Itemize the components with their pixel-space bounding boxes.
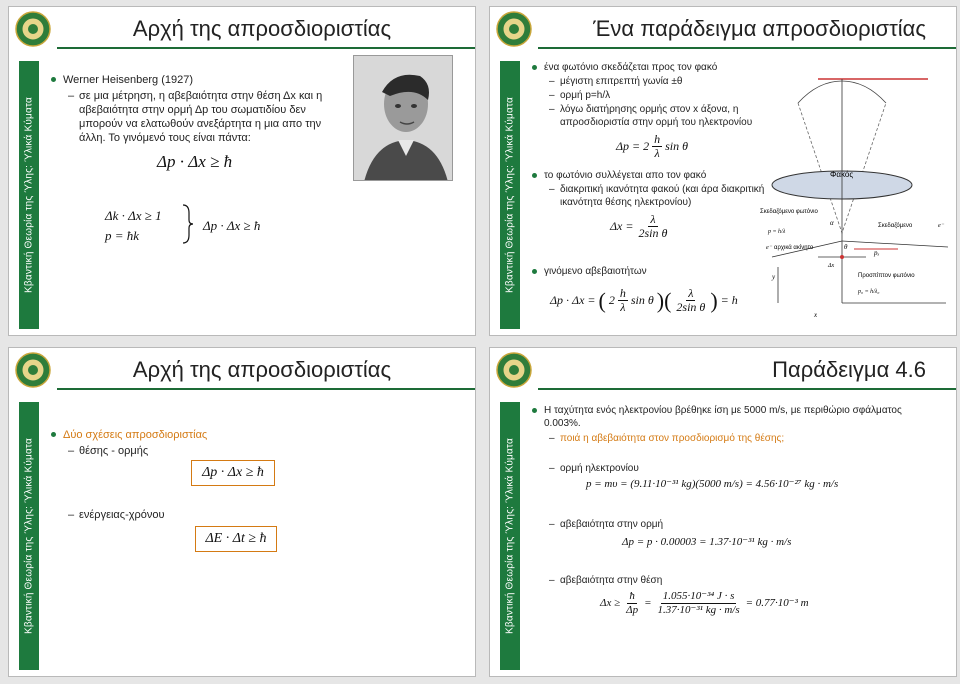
slide-title: Αρχή της απροσδιοριστίας [132,357,392,382]
equation-result: Δp · Δx ≥ ħ [203,218,261,233]
scattered-p-label: p = h/λ [768,229,786,235]
sidebar-text: Κβαντική Θεωρία της Ύλης: Ύλικά Κύματα [23,438,35,634]
bullet-product: γινόμενο αβεβαιοτήτων [544,266,647,277]
x-axis-label: x [814,311,818,319]
bullet-lens: το φωτόνιο συλλέγεται απο τον φακό [544,170,707,181]
scattered-electron-label: Σκεδαζόμενο [878,223,913,229]
equation-dx: Δx ≥ $\frac{ħ}{\Delta p}$ = $\frac{\text{1.055·10⁻³⁴ J · s}}{\text{1.37·10⁻³¹ kg · m/s}}$ = 0.77·10⁻³ m [600,590,809,616]
bullet-scatter: ένα φωτόνιο σκεδάζεται προς τον φακό [544,62,718,73]
y-axis-label: y [772,273,776,281]
equation-momentum: p = mυ = (9.11·10⁻³¹ kg)(5000 m/s) = 4.56·10⁻²⁷ kg · m/s [586,478,839,490]
sub-conservation: – λόγω διατήρησης ορμής στον x άξονα, η απροσδιοριστία στην ορμή του ηλεκτρονίου [560,103,778,129]
sub-position-momentum: – θέσης - ορμής [79,444,148,458]
sidebar-band [19,402,39,670]
slide-title: Αρχή της απροσδιοριστίας [132,16,392,41]
sidebar-band [19,61,39,329]
slide-title: Ένα παράδειγμα απροσδιοριστίας [593,16,926,41]
equation-dx: Δx = $\frac{\lambda}{\text{2sin θ}}$ [610,212,668,240]
equation-product: Δp · Δx = ( 2 $\frac{h}{\lambda}$ sin θ )( $\frac{\lambda}{\text{2sin θ}}$ ) = h [550,286,738,314]
slide-2 [489,6,957,336]
scattered-photon-label: Σκεδαζόμενο φωτόνιο [760,209,818,215]
sub-resolution: – διακριτική ικανότητα φακού (και άρα διακριτική ικανότητα θέσης ηλεκτρονίου) [560,183,778,209]
bullet-two-relations: Δύο σχέσεις απροσδιοριστίας [63,429,208,441]
brace-icon [181,203,195,245]
equation-box-position: Δp · Δx ≥ ħ [191,460,275,486]
slide-4 [489,347,957,677]
equation-dp: Δp = p · 0.00003 = 1.37·10⁻³¹ kg · m/s [622,536,792,548]
incident-p-label: p₀ = h/λ₀ [858,289,880,295]
bullet-heisenberg: Werner Heisenberg (1927) [63,74,194,86]
microscope-diagram [758,73,954,325]
equation-box-energy: ΔE · Δt ≥ ħ [195,526,277,552]
recoil-label: αρχικά ακίνητο [774,245,814,251]
theta-label: θ [844,243,848,251]
equation-main: Δp · Δx ≥ ħ [157,152,233,171]
equation-dk-dx: Δk · Δx ≥ 1 [105,208,162,223]
title-divider [57,47,475,49]
dx-label: Δx [828,263,835,269]
slide-title: Παράδειγμα 4.6 [772,357,926,382]
sidebar-band [500,402,520,670]
heisenberg-photo [353,55,453,181]
lens-label: Φακός [830,170,854,179]
sub-electron-momentum: – ορμή ηλεκτρονίου [560,462,639,475]
slide-content [49,400,467,670]
title-divider [538,47,956,49]
sub-position-uncertainty: – αβεβαιότητα στην θέση [560,574,662,587]
sidebar-text: Κβαντική Θεωρία της Ύλης: Ύλικά Κύματα [23,97,35,293]
electron-label-2: e⁻ [938,223,944,229]
sidebar-text: Κβαντική Θεωρία της Ύλης: Ύλικά Κύματα [504,438,516,634]
title-divider [57,388,475,390]
equation-p-hk: p = ħk [105,228,140,243]
sidebar-band [500,61,520,329]
title-divider [538,388,956,390]
bullet-velocity: Η ταχύτητα ενός ηλεκτρονίου βρέθηκε ίση με 5000 m/s, με περιθώριο σφάλματος 0.003%. [544,404,934,430]
sub-momentum-uncertainty: – αβεβαιότητα στην ορμή [560,518,663,531]
px-label: pₓ [874,249,880,257]
incident-photon-label: Προσπίπτον φωτόνιο [858,273,915,279]
sub-text: – σε μια μέτρηση, η αβεβαιότητα στην θέση Δx και η αβεβαιότητα στην ορμή Δp του σωματιδίου δεν μπορούν να ελατωθούν ανεξάρτητα η μια απο την άλλη. Το γινόμενό τους είναι πάντα: [79,89,337,145]
university-seal-icon [496,352,532,388]
slide-content [530,400,948,670]
alpha-label: α [830,219,834,227]
sub-max-angle: – μέγιστη επιτρεπτή γωνία ±θ [560,75,682,88]
electron-label: e⁻ [766,245,772,251]
sub-question: – ποιά η αβεβαιότητα στον προσδιορισμό της θέσης; [560,432,784,445]
university-seal-icon [15,11,51,47]
equation-dp: Δp = 2 $\frac{h}{\lambda}$ sin θ [616,132,689,160]
slide-3 [8,347,476,677]
slide-1 [8,6,476,336]
sub-momentum: – ορμή p=h/λ [560,89,610,102]
university-seal-icon [496,11,532,47]
university-seal-icon [15,352,51,388]
sub-energy-time: – ενέργειας-χρόνου [79,508,165,522]
sidebar-text: Κβαντική Θεωρία της Ύλης: Ύλικά Κύματα [504,97,516,293]
